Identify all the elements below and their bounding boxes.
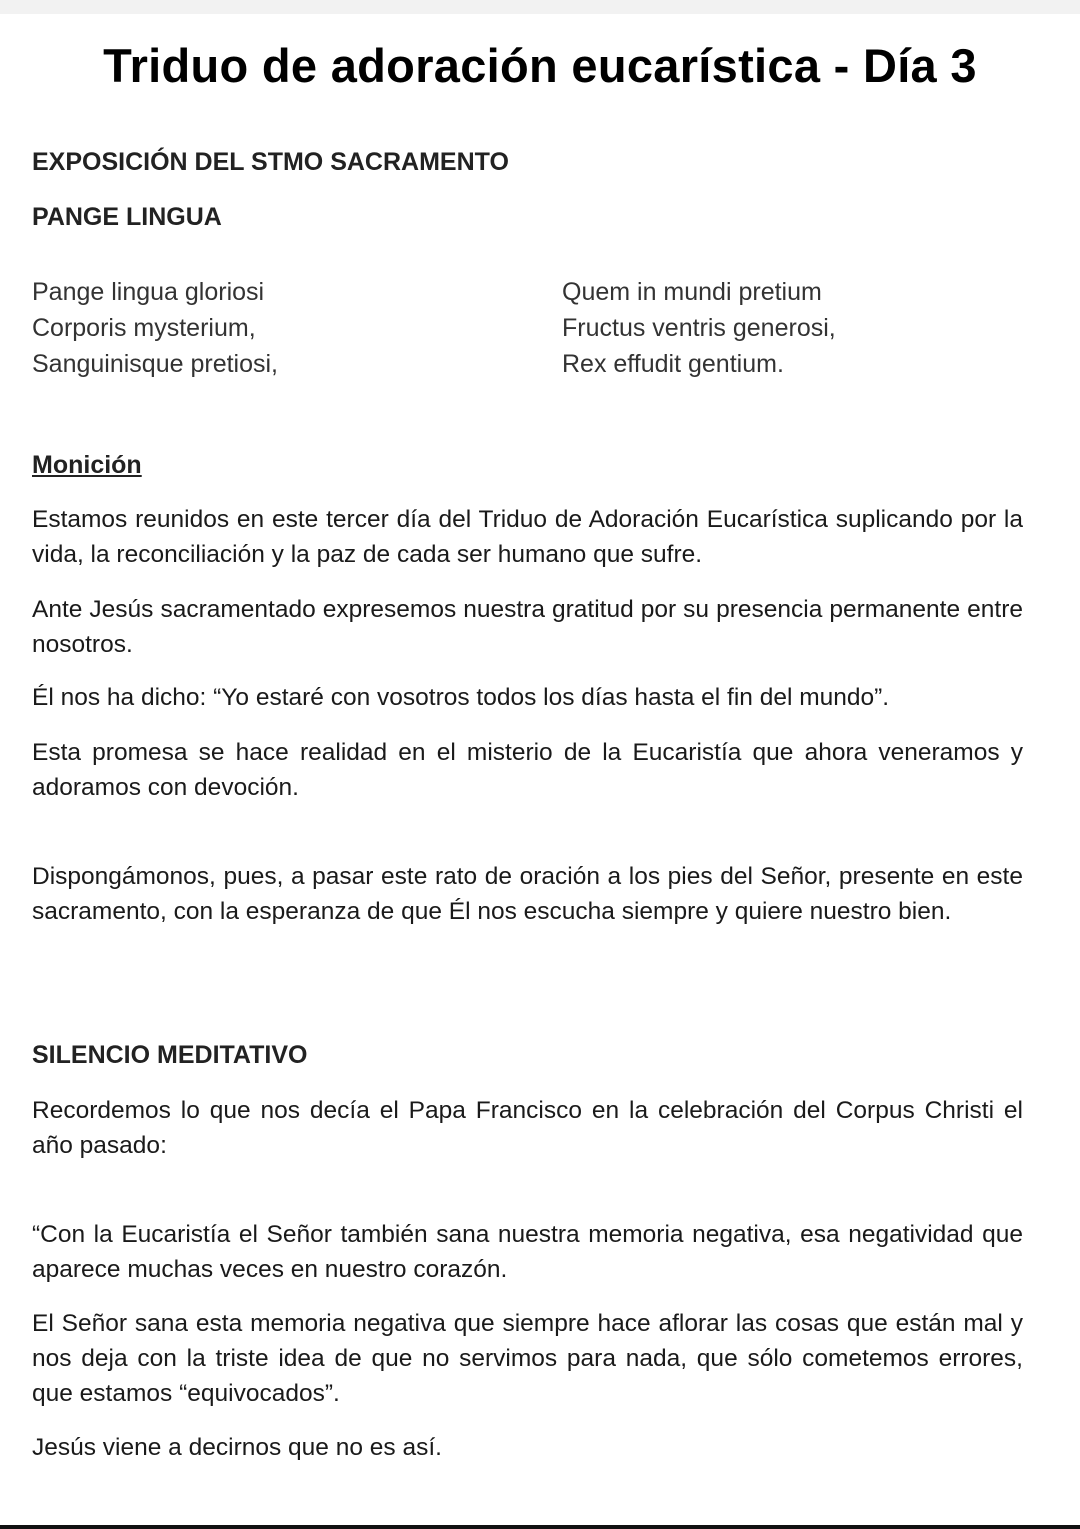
top-bar [0, 0, 1080, 14]
monicion-heading: Monición [32, 451, 142, 479]
hymn-line: Fructus ventris generosi, [562, 314, 836, 342]
silencio-paragraph: Recordemos lo que nos decía el Papa Francisco en la celebración del Corpus Christi el año pasado: [32, 1097, 1023, 1159]
silencio-paragraph: El Señor sana esta memoria negativa que siempre hace aflorar las cosas que están mal y nos deja con la triste idea de que no servimos para nada, que sólo cometemos errores, que estamos “equivocados”. [32, 1310, 1023, 1407]
document-title: Triduo de adoración eucarística - Día 3 [103, 39, 977, 92]
hymn-line: Corporis mysterium, [32, 314, 256, 342]
silencio-heading: SILENCIO MEDITATIVO [32, 1041, 308, 1069]
monicion-paragraph: Dispongámonos, pues, a pasar este rato de oración a los pies del Señor, presente en este sacramento, con la esperanza de que Él nos escucha siempre y quiere nuestro bien. [32, 863, 1023, 925]
hymn-right-column [562, 274, 836, 382]
hymn-line: Pange lingua gloriosi [32, 278, 265, 306]
silencio-paragraph: Jesús viene a decirnos que no es así. [32, 1434, 442, 1461]
monicion-paragraph: Ante Jesús sacramentado expresemos nuestra gratitud por su presencia permanente entre nosotros. [32, 596, 1023, 658]
hymn-left-column [32, 274, 278, 382]
hymn-line: Rex effudit gentium. [562, 350, 784, 378]
monicion-paragraph: Él nos ha dicho: “Yo estaré con vosotros todos los días hasta el fin del mundo”. [32, 684, 890, 711]
monicion-paragraph: Esta promesa se hace realidad en el misterio de la Eucaristía que ahora veneramos y adoramos con devoción. [32, 739, 1023, 801]
bottom-border [0, 1525, 1080, 1529]
exposition-heading: EXPOSICIÓN DEL STMO SACRAMENTO [32, 148, 509, 176]
hymn-line: Sanguinisque pretiosi, [32, 350, 278, 378]
hymn-heading: PANGE LINGUA [32, 203, 222, 231]
silencio-paragraph: “Con la Eucaristía el Señor también sana nuestra memoria negativa, esa negatividad que aparece muchas veces en nuestro corazón. [32, 1221, 1023, 1283]
hymn-line: Quem in mundi pretium [562, 278, 822, 306]
monicion-paragraph: Estamos reunidos en este tercer día del Triduo de Adoración Eucarística suplicando por la vida, la reconciliación y la paz de cada ser humano que sufre. [32, 506, 1023, 568]
